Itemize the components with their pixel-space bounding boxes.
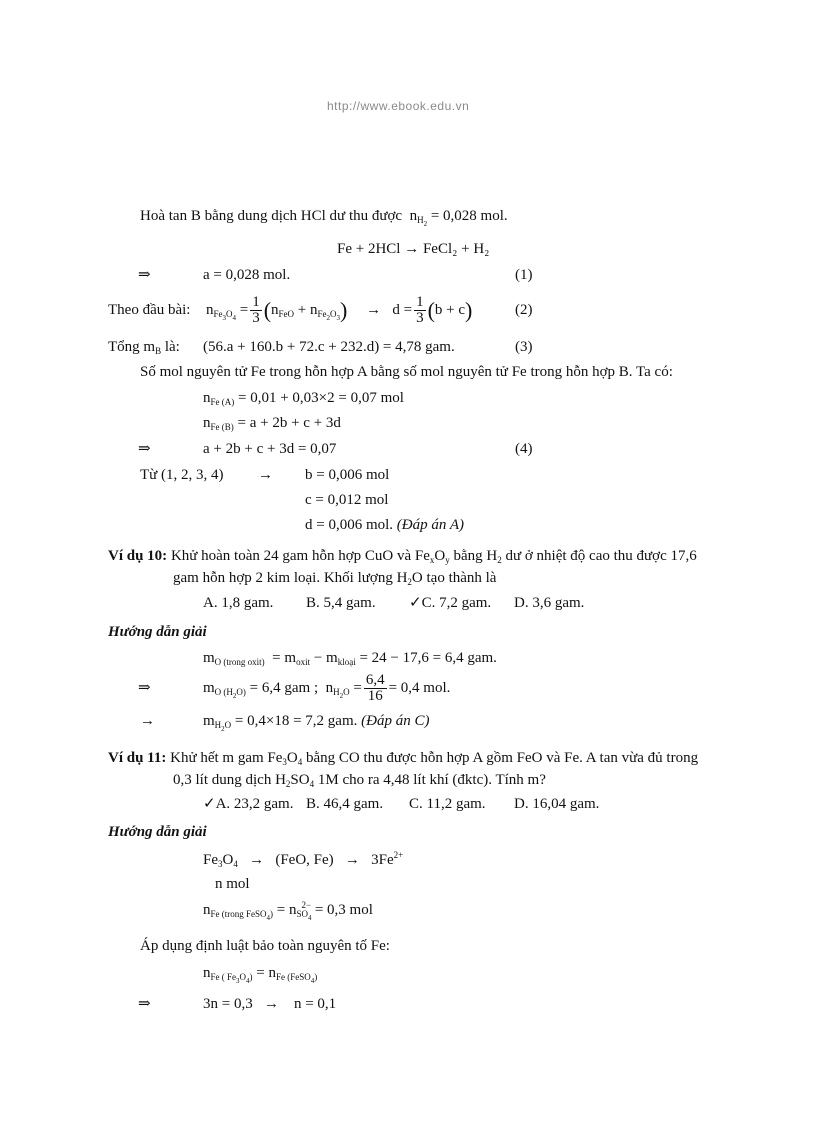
text-line: Hoà tan B bằng dung dịch HCl dư thu được $n_{H_2} = 0,028$ mol. — [140, 208, 508, 228]
arrow-icon: → — [140, 713, 155, 729]
implies-icon: ⇒ — [138, 996, 151, 1012]
option-a: ✓A. 23,2 gam. — [203, 796, 294, 812]
text-line: Tổng $m_B$ là: — [108, 339, 180, 356]
text-line: $n_{Fe (B)} = a + 2b + c + 3d$ — [203, 415, 341, 432]
header-url: http://www.ebook.edu.vn — [327, 99, 470, 113]
example-11-line1: Ví dụ 11: Khử hết m gam $Fe_3O_4$ bằng CO thu được hỗn hợp A gồm FeO và Fe. A tan vừa đủ trong — [108, 750, 699, 767]
text-line: Theo đầu bài: — [108, 302, 191, 318]
equation-number: (4) — [515, 441, 533, 457]
option-b: B. 5,4 gam. — [306, 595, 376, 611]
text-line: (56.a + 160.b + 72.c + 232.d) = 4,78 gam. — [203, 339, 455, 355]
equation-number: (3) — [515, 339, 533, 355]
guide-heading: Hướng dẫn giải — [108, 624, 207, 640]
text-line: d = 0,006 mol. (Đáp án A) — [305, 517, 465, 533]
example-10-line2: gam hỗn hợp 2 kim loại. Khối lượng $H_2O$ tạo thành là — [173, 570, 497, 587]
option-d: D. 16,04 gam. — [514, 796, 600, 812]
text-line: a + 2b + c + 3d = 0,07 — [203, 441, 337, 457]
text-line: c = 0,012 mol — [305, 492, 389, 508]
reaction-equation: Fe + 2HCl → FeCl₂ + H₂ — [337, 241, 490, 257]
solution-line: $m_{O (trong oxit)} = m_{oxit} - m_{kloại} = 24 - 17,6 = 6,4$ gam. — [203, 650, 497, 667]
solution-line: $Fe_3O_4 \to (FeO$, $Fe) \to 3Fe^{2+}$ — [203, 850, 404, 869]
solution-line: n mol — [215, 876, 250, 892]
arrow-icon: → — [258, 467, 273, 483]
formula: $n_{Fe_3O_4}$ = $\frac{1}{3}$ $(n_{FeO} + n_{Fe_2O_3})$ → d = $\frac{1}{3}$ (b + c) — [206, 294, 473, 327]
option-d: D. 3,6 gam. — [514, 595, 585, 611]
equation-number: (2) — [515, 302, 533, 318]
text-line: b = 0,006 mol — [305, 467, 390, 483]
guide-heading: Hướng dẫn giải — [108, 824, 207, 840]
text-line: a = 0,028 mol. — [203, 267, 291, 283]
text-line: Từ (1, 2, 3, 4) — [140, 467, 224, 483]
implies-icon: ⇒ — [138, 267, 151, 283]
solution-line: 3n = 0,3 → n = 0,1 — [203, 996, 337, 1012]
example-11-line2: 0,3 lít dung dịch $H_2SO_4$ 1M cho ra 4,48 lít khí (đktc). Tính m? — [173, 772, 546, 789]
implies-icon: ⇒ — [138, 680, 151, 696]
option-a: A. 1,8 gam. — [203, 595, 274, 611]
solution-line: $m_{H_2O} = 0,4\times 18 = 7,2$ gam. (Đáp án C) — [203, 713, 430, 733]
text-line: Số mol nguyên tử Fe trong hỗn hợp A bằng số mol nguyên tử Fe trong hỗn hợp B. Ta có: — [140, 364, 673, 380]
example-10-line1: Ví dụ 10: Khử hoàn toàn 24 gam hỗn hợp CuO và $Fe_xO_y$ bằng $H_2$ dư ở nhiệt độ cao thu được 17,6 — [108, 548, 697, 565]
option-b: B. 46,4 gam. — [306, 796, 384, 812]
solution-line: $n_{Fe (trong FeSO_4)} = n_{SO_4}^{2-} = 0,3$ mol — [203, 900, 373, 922]
solution-line: $m_{O (H_2O)} = 6,4$ gam ; $n_{H_2O}$ = $\frac{6,4}{16}$ = 0,4 mol. — [203, 672, 451, 705]
text-line: $n_{Fe (A)} = 0,01 + 0,03\times 2 = 0,07$ mol — [203, 390, 404, 407]
solution-line: $n_{Fe ( Fe_3O_4)} = n_{Fe (FeSO_4)}$ — [203, 965, 318, 985]
text-line: Áp dụng định luật bảo toàn nguyên tố Fe: — [140, 938, 390, 954]
equation-number: (1) — [515, 267, 533, 283]
implies-icon: ⇒ — [138, 441, 151, 457]
option-c: C. 11,2 gam. — [409, 796, 486, 812]
option-c: ✓C. 7,2 gam. — [409, 595, 492, 611]
